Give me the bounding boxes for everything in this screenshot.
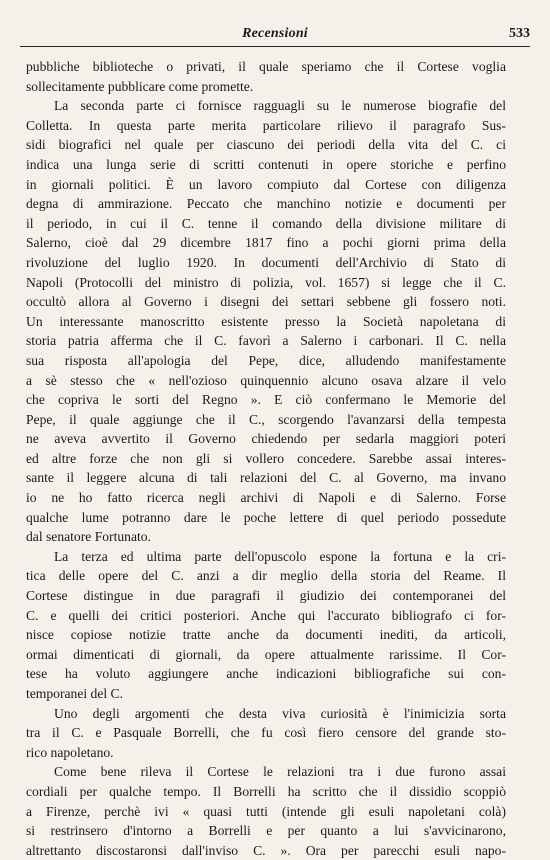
text-line: a sè stesso che « nell'ozioso quinquennio alcuno osava alzare il velo (26, 372, 506, 388)
text-line: tra il C. e Pasquale Borrelli, che fu così fiero censore del grande sto- (26, 725, 506, 741)
text-line: temporanei del C. (26, 686, 124, 701)
text-line: Come bene rileva il Cortese le relazioni tra i due furono assai (54, 764, 506, 780)
text-line: cordiali per qualche tempo. Il Borrelli ha scritto che il dissidio scoppiò (26, 783, 506, 799)
text-line: ormai dimenticati di giornali, da opere attualmente rarissime. Il Cor- (26, 646, 506, 662)
text-line: sua risposta all'apologia del Pepe, dice, alludendo manifestamente (26, 352, 506, 368)
text-line: degna di ammirazione. Peccato che manchino notizie e documenti per (26, 196, 506, 212)
text-line: La terza ed ultima parte dell'opuscolo espone la fortuna e la cri- (54, 548, 506, 564)
body-text (26, 57, 506, 860)
text-line: Un interessante manoscritto esistente presso la Società napoletana di (26, 313, 506, 329)
text-line: pubbliche biblioteche o privati, il quale speriamo che il Cortese voglia (26, 59, 506, 74)
text-line: tese ha voluto aggiungere anche indicazioni bibliografiche sui con- (26, 666, 506, 682)
text-line: in giornali politici. È un lavoro compiuto dal Cortese con diligenza (26, 176, 506, 192)
text-line: il periodo, in cui il C. tenne il comando della divisione militare di (26, 215, 506, 231)
text-line: Uno degli argomenti che desta viva curiosità è l'inimicizia sorta (54, 705, 506, 721)
text-line: rivoluzione del luglio 1920. In documenti dell'Archivio di Stato di (26, 254, 506, 270)
text-line: ed altre forze che non gli si vollero concedere. Sarebbe assai interes- (26, 450, 506, 466)
text-line: Colletta. In questa parte merita particolare rilievo il paragrafo Sus- (26, 117, 506, 133)
text-line: Salerno, cioè dal 29 dicembre 1817 fino a pochi giorni prima della (26, 235, 506, 251)
text-line: sidi biografici nel quale per ciascuno dei periodi della vita del C. ci (26, 137, 506, 153)
page-number: 533 (509, 26, 530, 41)
text-line: storia patria afferma che il C. favorì a Salerno i carbonari. Il C. nella (26, 333, 506, 349)
text-line: C. e quelli dei critici posteriori. Anche qui l'accurato bibliografo ci for- (26, 607, 506, 623)
text-line: Napoli (Protocolli del ministro di polizia, vol. 1657) si legge che il C. (26, 274, 506, 290)
running-header (20, 26, 530, 47)
text-line: occultò allora al Governo i disegni dei settari sebbene gli fossero noti. (26, 294, 506, 310)
text-line: si restrinsero d'intorno a Borrelli e per quanto a lui s'avvicinarono, (26, 823, 506, 839)
text-line: io ne ho fatto ricerca negli archivi di Napoli e di Salerno. Forse (26, 490, 506, 506)
running-title: Recensioni (242, 26, 308, 41)
text-line: a Firenze, perchè ivi « quasi tutti (intende gli esuli napoletani colà) (26, 803, 506, 819)
text-line: Pepe, il quale aggiunge che il C., scorgendo l'avanzarsi della tempesta (26, 411, 506, 427)
text-line: rico napoletano. (26, 744, 114, 760)
text-line: La seconda parte ci fornisce ragguagli su le numerose biografie del (54, 98, 506, 114)
text-line: indica una lunga serie di scritti contenuti in opere storiche e perfino (26, 156, 506, 172)
text-line: tica delle opere del C. anzi a dir meglio della storia del Reame. Il (26, 568, 506, 584)
text-line: altrettanto discostaronsi dall'inviso C. ». Ora per parecchi esuli napo- (26, 842, 506, 858)
text-line: ne aveva avvertito il Governo chiedendo per sedarla maggiori poteri (26, 431, 506, 447)
text-line: sante il leggere alcuna di tali relazioni del C. al Governo, ma invano (26, 470, 506, 486)
text-line: che copriva le sorti del Regno ». E ciò confermano le Memorie del (26, 392, 506, 408)
text-line: Cortese distingue in due paragrafi il giudizio dei contemporanei del (26, 588, 506, 604)
text-line: nisce copiose notizie tratte anche da documenti inediti, da articoli, (26, 627, 506, 643)
text-line: sollecitamente pubblicare come promette. (26, 78, 254, 94)
text-line: qualche lume potranno dare le poche lettere di quel periodo possedute (26, 509, 506, 525)
text-line: dal senatore Fortunato. (26, 529, 151, 545)
